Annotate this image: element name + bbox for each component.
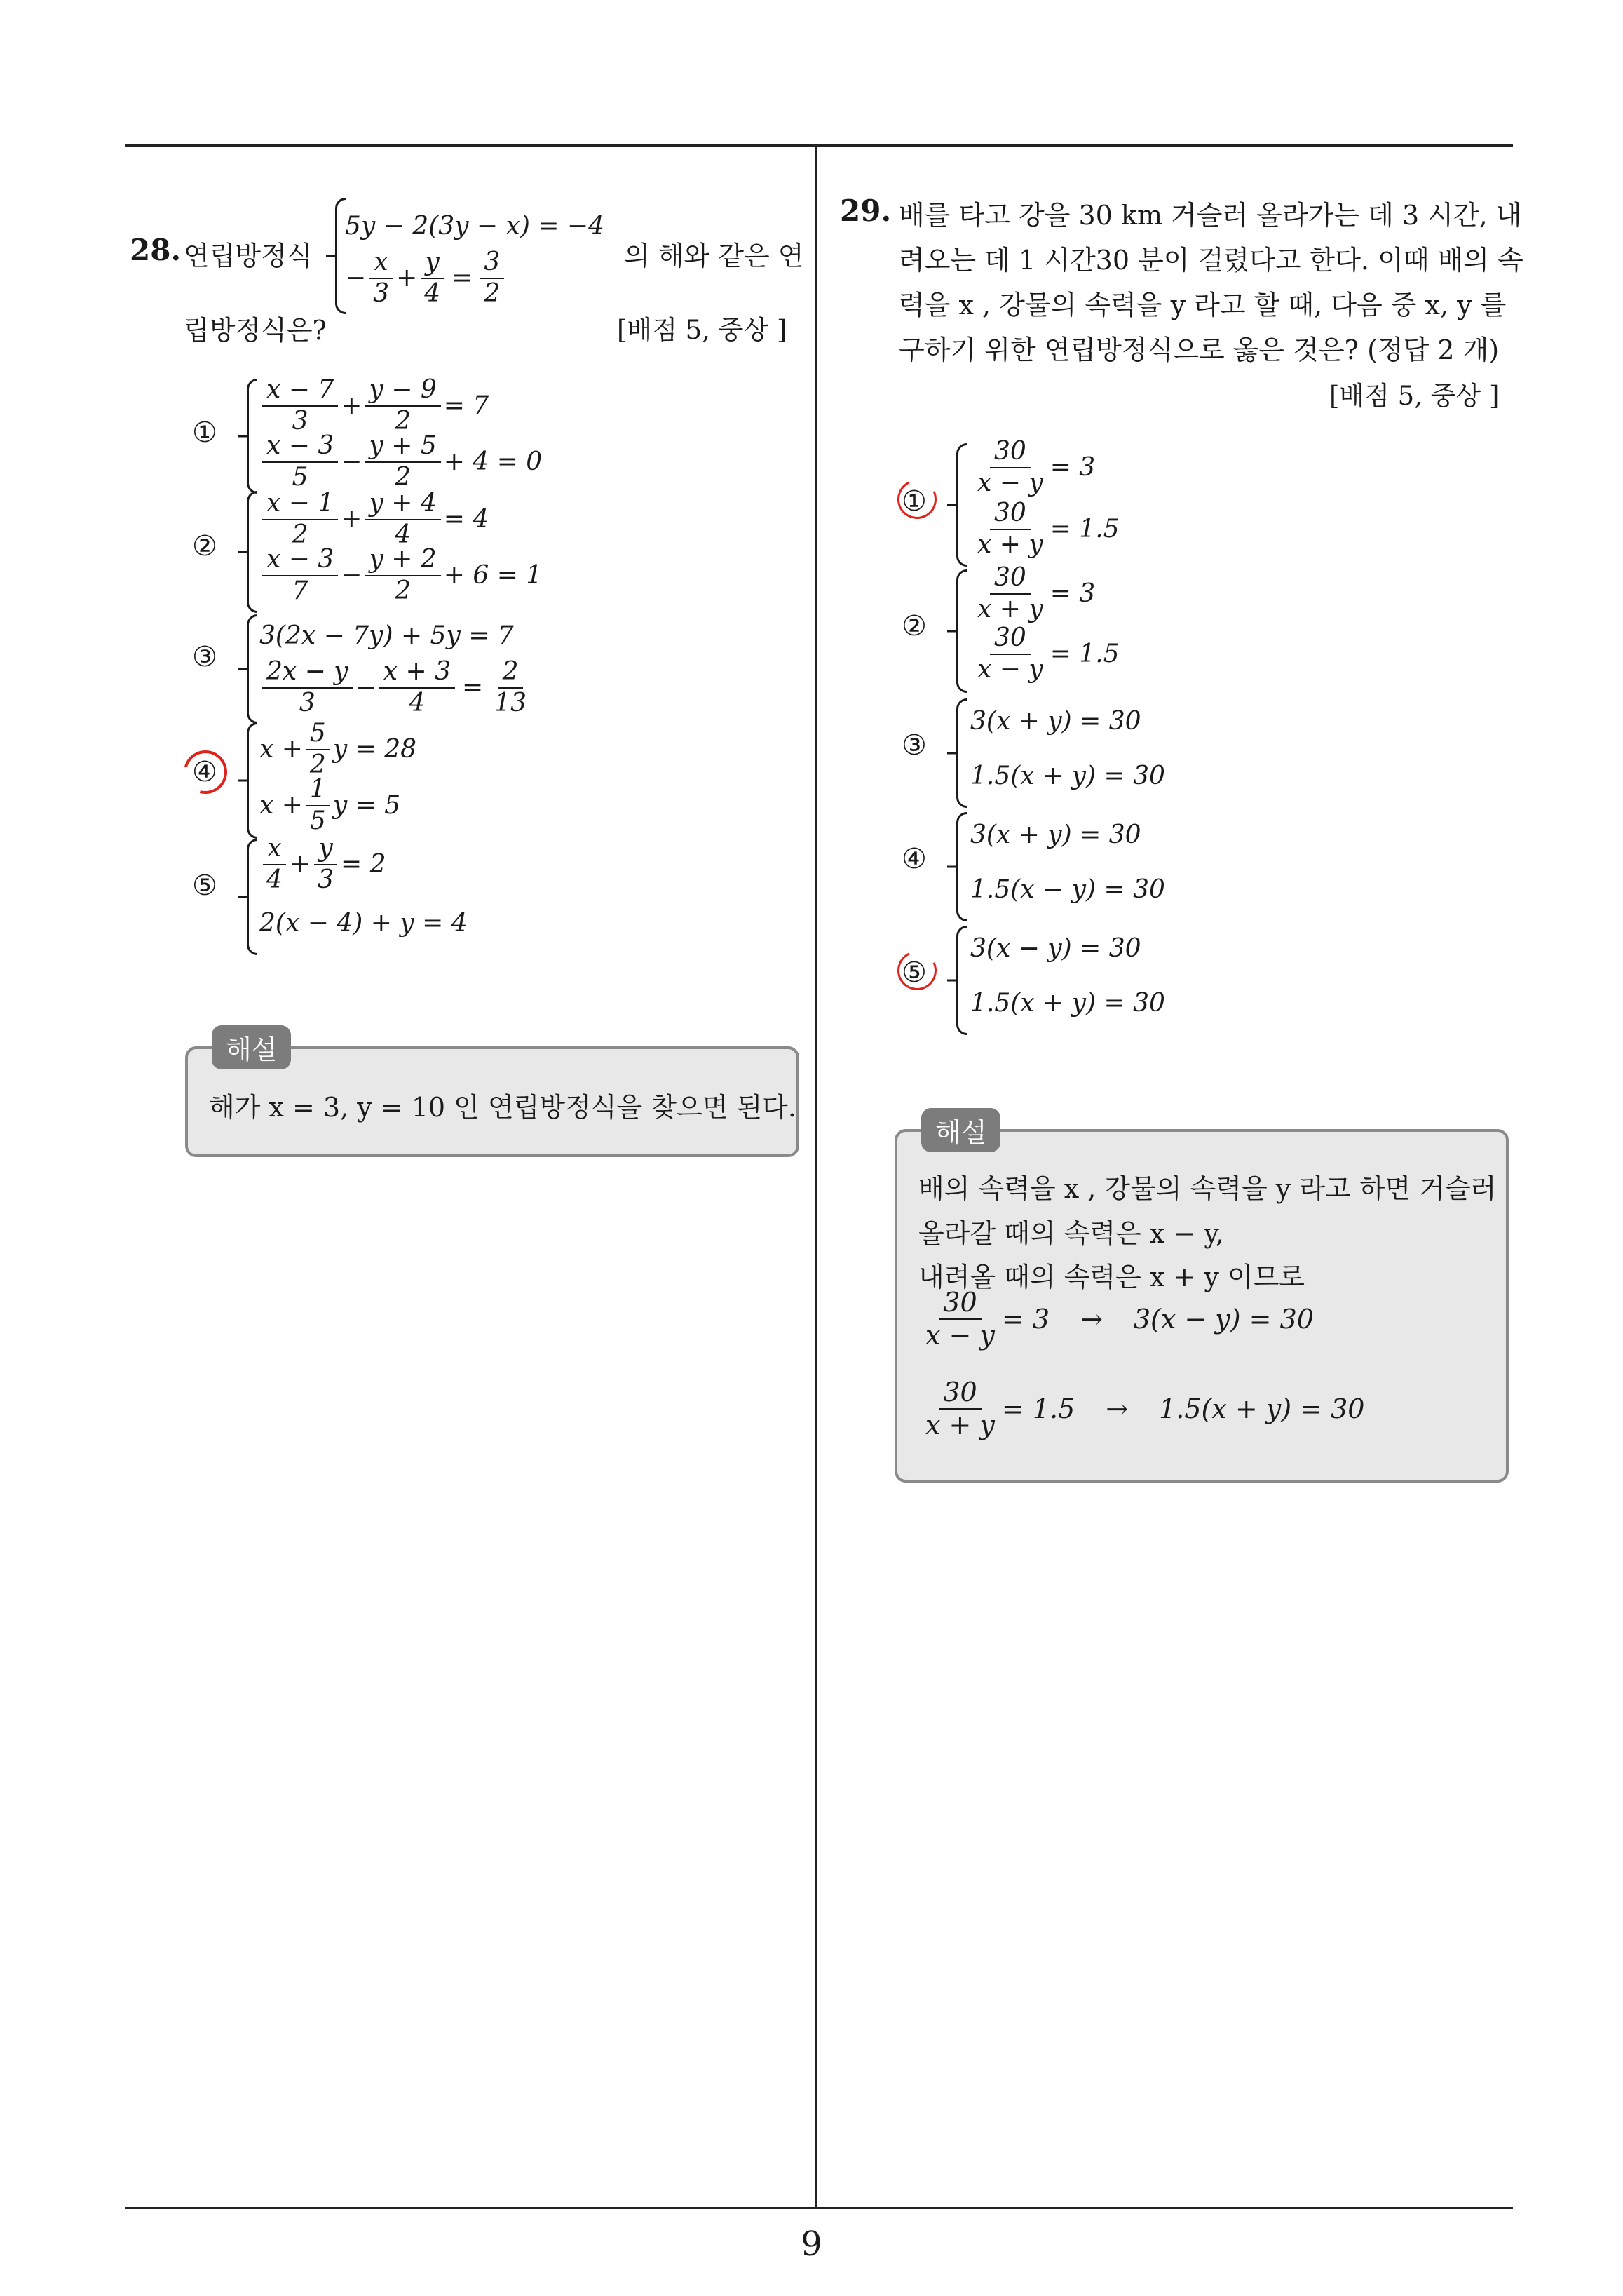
choice-label: ⑤ — [192, 870, 217, 902]
choice-eq1: 3(x + y) = 30 — [970, 707, 1141, 736]
choice-eq2: $\frac{30}{x + y}$ = 1.5 — [977, 499, 1120, 559]
choice-eq1: 3(x + y) = 30 — [970, 821, 1141, 849]
question-number: 28. — [130, 233, 182, 267]
solution-text: 해가 x = 3, y = 10 인 연립방정식을 찾으면 된다. — [209, 1092, 796, 1123]
choice-eq1: x + $\frac{5}{2}$ y = 28 — [259, 719, 417, 779]
choice-eq2: x + $\frac{1}{5}$ y = 5 — [259, 775, 401, 835]
choice-brace — [247, 839, 257, 955]
bottom-rule — [125, 2207, 1513, 2209]
score-difficulty: [배점 5, 중상 ] — [1329, 381, 1500, 411]
choice-label: ⑤ — [902, 957, 927, 989]
choice-brace — [956, 698, 967, 808]
answer-mark — [892, 474, 942, 525]
choice-brace — [247, 722, 257, 839]
question-line-1: 배를 타고 강을 30 km 거슬러 올라가는 데 3 시간, 내 — [899, 200, 1522, 231]
solution-tag: 해설 — [921, 1108, 1000, 1152]
system-eq1: 5y − 2(3y − x) = −4 — [345, 212, 605, 241]
solution-line-1: 배의 속력을 x , 강물의 속력을 y 라고 하면 거슬러 — [918, 1173, 1497, 1204]
column-divider — [815, 146, 817, 2208]
choice-eq2: $\frac{x - 3}{7}$ − $\frac{y + 2}{2}$ + 6 = 1 — [259, 547, 542, 604]
choice-eq2: 1.5(x − y) = 30 — [970, 875, 1165, 904]
choice-label: ② — [902, 610, 927, 642]
choice-brace — [247, 379, 257, 494]
choice-eq1: $\frac{x - 1}{2}$ + $\frac{y + 4}{4}$ = 4 — [259, 491, 489, 548]
choice-eq2: $\frac{2x - y}{3}$ − $\frac{x + 3}{4}$ = $\frac{2}{13}$ — [259, 659, 534, 716]
solution-eq1: $\frac{30}{x - y}$ = 3 → 3(x − y) = 30 — [925, 1287, 1314, 1351]
choice-eq1: 3(x − y) = 30 — [970, 934, 1141, 963]
choice-label: ④ — [192, 756, 217, 788]
choice-eq1: $\frac{30}{x + y}$ = 3 — [977, 563, 1096, 623]
choice-eq2: $\frac{30}{x - y}$ = 1.5 — [977, 623, 1120, 684]
choice-label: ① — [192, 417, 217, 449]
solution-line-3: 내려올 때의 속력은 x + y 이므로 — [918, 1262, 1305, 1292]
choice-label: ④ — [902, 843, 927, 875]
choice-eq2: $\frac{x - 3}{5}$ − $\frac{y + 5}{2}$ + 4 = 0 — [259, 433, 542, 490]
solution-line-2: 올라갈 때의 속력은 x − y, — [918, 1218, 1224, 1249]
choice-eq2: 2(x − 4) + y = 4 — [259, 909, 468, 938]
system-brace — [335, 198, 346, 314]
choice-eq1: 3(2x − 7y) + 5y = 7 — [259, 621, 514, 650]
choice-brace — [247, 491, 257, 613]
question-line2: 립방정식은? — [184, 315, 327, 346]
choice-brace — [956, 812, 967, 921]
choice-brace — [956, 926, 967, 1035]
question-prefix: 연립방정식 — [184, 241, 313, 271]
system-eq2: − $\frac{x}{3}$ + $\frac{y}{4}$ = $\frac{3}{2}$ — [345, 250, 507, 306]
question-line-2: 려오는 데 1 시간30 분이 걸렸다고 한다. 이때 배의 속 — [899, 245, 1523, 276]
choice-label: ③ — [192, 641, 217, 673]
choice-eq1: $\frac{x - 7}{3}$ + $\frac{y - 9}{2}$ = 7 — [259, 377, 489, 434]
answer-mark — [176, 743, 236, 802]
choice-brace — [247, 614, 257, 724]
answer-mark — [892, 945, 942, 996]
question-number: 29. — [840, 194, 892, 228]
choice-brace — [956, 569, 967, 693]
choice-eq1: $\frac{x}{4}$ + $\frac{y}{3}$ = 2 — [259, 836, 386, 893]
choice-brace — [956, 443, 967, 567]
page-number: 9 — [801, 2224, 822, 2264]
score-difficulty: [배점 5, 중상 ] — [617, 315, 787, 345]
choice-eq2: 1.5(x + y) = 30 — [970, 989, 1165, 1018]
question-suffix: 의 해와 같은 연 — [624, 241, 804, 271]
top-rule — [125, 144, 1513, 147]
choice-label: ③ — [902, 729, 927, 762]
choice-eq2: 1.5(x + y) = 30 — [970, 762, 1165, 790]
solution-tag: 해설 — [212, 1025, 291, 1069]
choice-eq1: $\frac{30}{x - y}$ = 3 — [977, 437, 1096, 497]
choice-label: ② — [192, 530, 217, 562]
solution-eq2: $\frac{30}{x + y}$ = 1.5 → 1.5(x + y) = 30 — [925, 1377, 1365, 1440]
question-line-4: 구하기 위한 연립방정식으로 옳은 것은? (정답 2 개) — [899, 335, 1500, 365]
question-line-3: 력을 x , 강물의 속력을 y 라고 할 때, 다음 중 x, y 를 — [899, 290, 1507, 320]
choice-label: ① — [902, 485, 927, 518]
